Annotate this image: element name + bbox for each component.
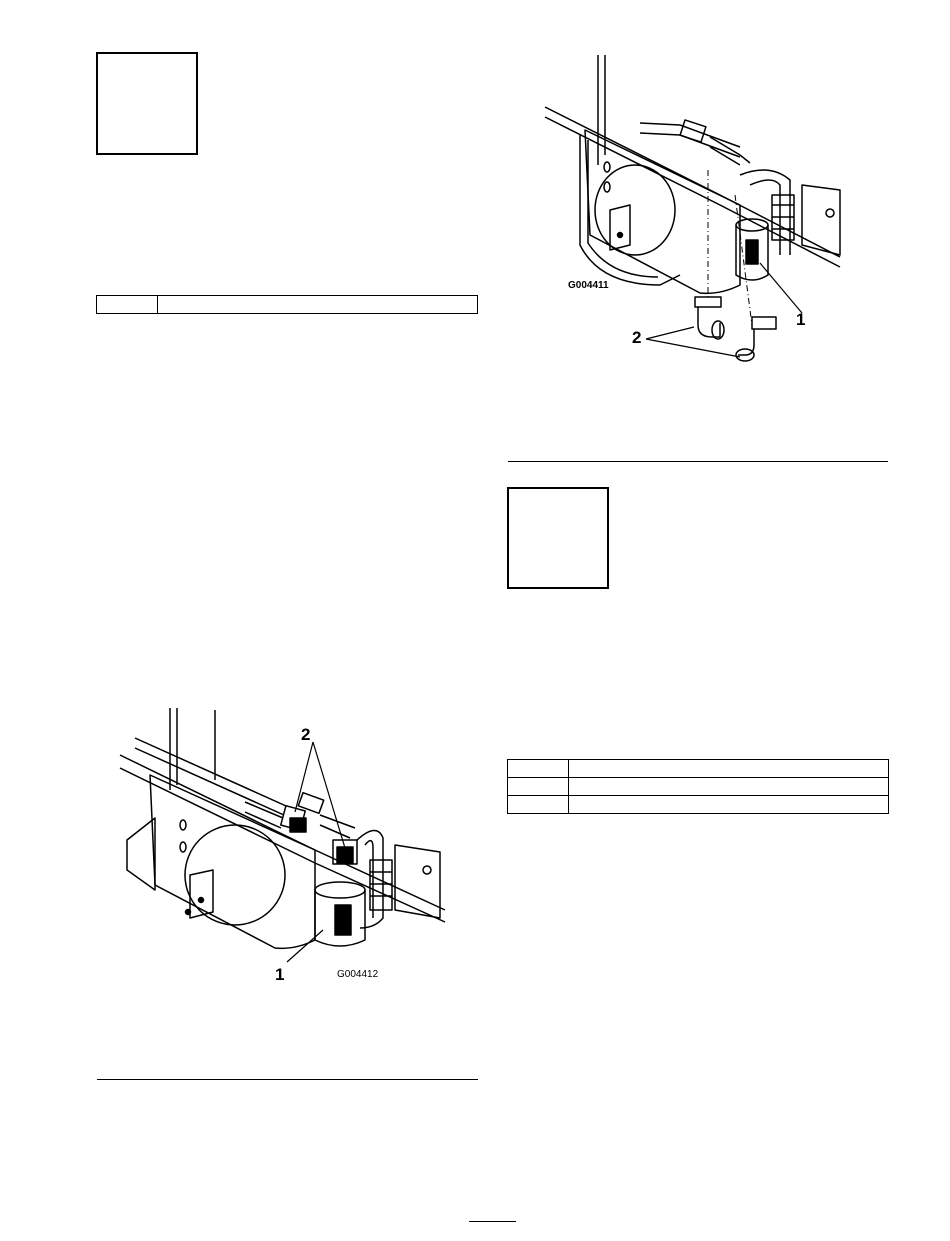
figure-hydraulic-fittings-removed	[540, 45, 860, 375]
table-cell-qty	[508, 778, 569, 796]
table-row	[508, 796, 889, 814]
figure-id-label: G004412	[337, 969, 379, 980]
table-cell-qty	[97, 296, 158, 314]
table-cell-qty	[508, 760, 569, 778]
callout-1: 1	[275, 965, 285, 984]
figure-id-label: G004411	[568, 280, 609, 291]
section-divider-right	[508, 461, 888, 462]
step-icon-box-left	[96, 52, 198, 155]
parts-table-right	[507, 759, 889, 814]
table-cell-description	[569, 760, 889, 778]
table-row	[508, 778, 889, 796]
table-cell-description	[569, 796, 889, 814]
page-number-rule	[469, 1221, 516, 1222]
table-cell-qty	[508, 796, 569, 814]
callout-2: 2	[632, 328, 642, 347]
table-row	[97, 296, 478, 314]
callout-2: 2	[301, 725, 311, 744]
step-icon-box-right	[507, 487, 609, 589]
callout-1: 1	[796, 310, 806, 329]
figure-hydraulic-fittings-installed	[115, 700, 460, 995]
parts-table-left	[96, 295, 478, 314]
section-divider-left	[97, 1079, 478, 1080]
table-cell-description	[158, 296, 478, 314]
table-row	[508, 760, 889, 778]
table-cell-description	[569, 778, 889, 796]
